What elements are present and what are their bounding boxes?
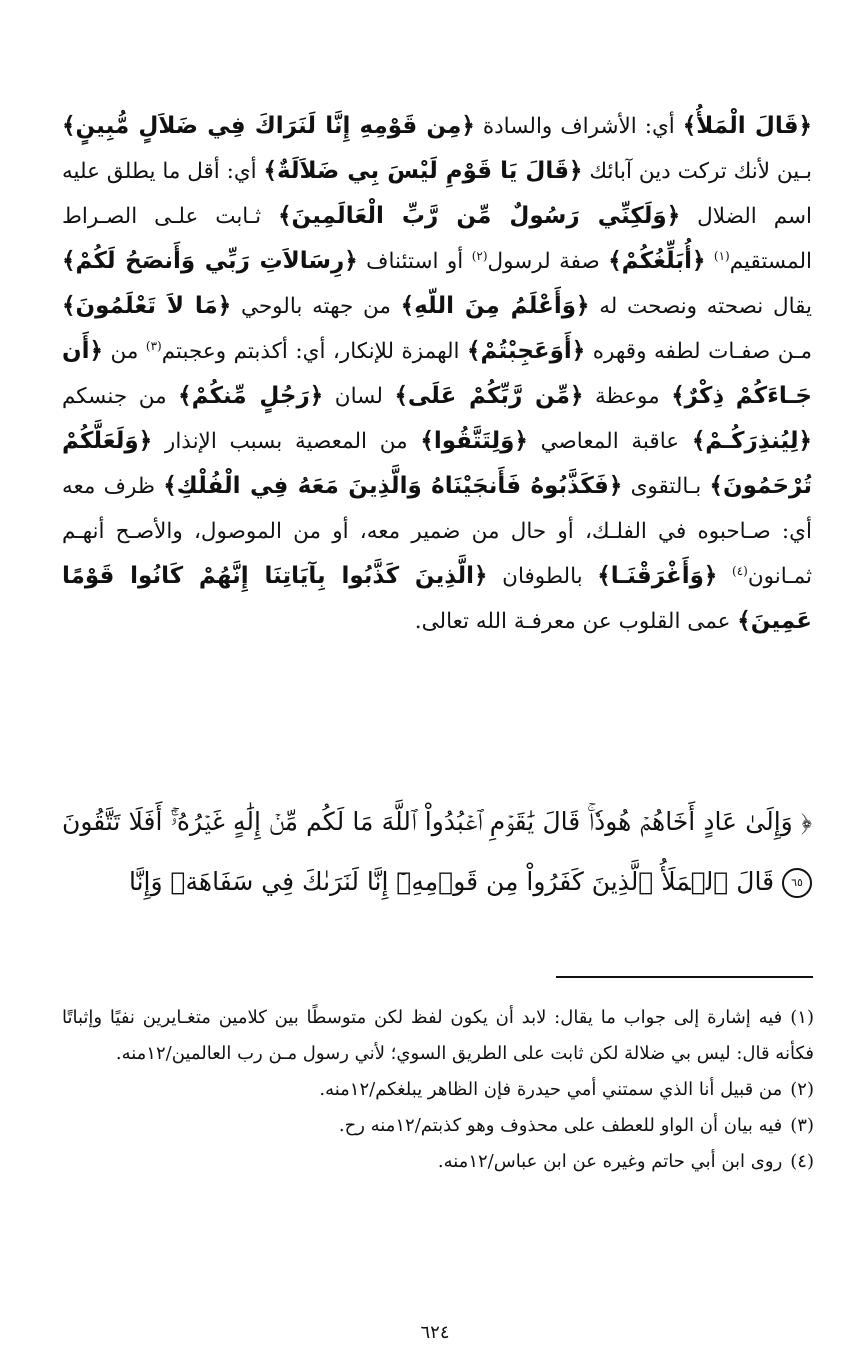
- footnote-label: (١): [790, 1007, 814, 1028]
- commentary-text: الله تعالى.: [414, 609, 508, 634]
- footnote-text: من قبيل أنا الذي سمتني أمي حيدرة فإن الظاهر يبلغكم/١٢منه.: [319, 1079, 783, 1100]
- commentary-text: صفة لرسول: [487, 249, 609, 274]
- tafsir-commentary: [62, 104, 812, 644]
- commentary-text: لأنك تركت دين آبائك: [582, 159, 771, 184]
- footnote-text: روى ابن أبي حاتم وغيره عن ابن عباس/١٢منه.: [437, 1151, 783, 1172]
- quranic-quote: ﴿وَلَعَلَّكُمْ تُرْحَمُونَ﴾: [62, 428, 812, 499]
- quranic-quote: ﴿مِن قَوْمِهِ إِنَّا لَنَرَاكَ فِي ضَلاَلٍ مُّبِينٍ﴾: [62, 113, 475, 139]
- quranic-quote: ﴿رِسَالاَتِ رَبِّي وَأَنصَحُ لَكُمْ﴾: [62, 248, 358, 274]
- commentary-text: من جهته بالوحي: [231, 294, 401, 319]
- quranic-quote: ﴿الَّذِينَ كَذَّبُوا بِآيَاتِنَا إِنَّهُمْ كَانُوا قَوْمًا عَمِينَ﴾: [62, 563, 812, 634]
- commentary-paragraph: [62, 104, 812, 644]
- footnote-reference: (٤): [732, 563, 748, 578]
- commentary-text: مـن صفـات: [708, 339, 812, 364]
- quranic-quote: ﴿وَلِتَتَّقُوا﴾: [420, 428, 528, 454]
- quranic-quote: ﴿فَكَذَّبُوهُ فَأَنجَيْنَاهُ وَالَّذِينَ مَعَهُ فِي الْفُلْكِ﴾: [163, 473, 623, 499]
- quranic-quote: ﴿وَلَكِنِّي رَسُولٌ مِّن رَّبِّ الْعَالَمِينَ﴾: [278, 203, 681, 229]
- commentary-text: يقال نصحته: [706, 294, 813, 319]
- commentary-text: لطفه وقهره: [585, 339, 701, 364]
- commentary-text: من: [103, 339, 146, 364]
- commentary-text: عمى القلوب عن معرفـة: [513, 609, 738, 634]
- quranic-quote: ﴿وَأَغْرَقْنَـا﴾: [597, 563, 718, 589]
- quran-verse-block: [62, 792, 812, 912]
- footnote-text: فيه إشارة إلى جواب ما يقال: لابد أن يكون لفظ لكن متوسطًا بين كلامين متغـايرين نفيًا وإثباتًا فكأنه قال: ليس بي ضلالة لكن ثابت على الطريق السوي؛ لأني رسول مـن رب العالمين/١٢منه.: [62, 1007, 814, 1064]
- commentary-text: عاقبة المعاصي: [527, 429, 680, 454]
- commentary-text: بـالتقوى: [630, 474, 710, 499]
- commentary-text: ثـابت علـى الصـراط المستقيم: [62, 204, 813, 274]
- commentary-text: أو حال من ضمير معه، أو من الموصول، والأصـح أنهـم ثمـانون: [62, 519, 812, 589]
- quranic-quote: ﴿قَالَ الْمَلأُ﴾: [682, 113, 812, 139]
- commentary-text: الضلال: [680, 204, 757, 229]
- footnote-label: (٢): [790, 1079, 814, 1100]
- quranic-quote: ﴿أَوَعَجِبْتُمْ﴾: [467, 338, 586, 364]
- page-number: ٦٢٤: [420, 1322, 450, 1343]
- quranic-quote: ﴿رَجُلٍ مِّنكُمْ﴾: [178, 383, 324, 409]
- quranic-quote: ﴿لِيُنذِرَكُـمْ﴾: [691, 428, 812, 454]
- commentary-text: من جنسكم: [62, 384, 179, 409]
- ayah-number-marker: ٦٥: [782, 868, 812, 898]
- commentary-text: ظرف معه أي: صـاحبوه في الفلـك،: [62, 474, 812, 544]
- quranic-quote: ذِكْرٌ﴾: [671, 383, 725, 409]
- footnote-text: فيه بيان أن الواو للعطف على محذوف وهو كذبتم/١٢منه رح.: [338, 1115, 783, 1136]
- commentary-text: موعظة: [583, 384, 672, 409]
- commentary-text: من المعصية بسبب الإنذار: [152, 429, 421, 454]
- footnote: [62, 1072, 814, 1108]
- quranic-quote: ﴿وَأَعْلَمُ مِنَ اللّهِ﴾: [400, 293, 590, 319]
- footnote-label: (٣): [790, 1115, 814, 1136]
- verse-text-before: ﴿ وَإِلَىٰ عَادٍ أَخَاهُمۡ هُودٗاۚ قَالَ يَٰقَوۡمِ ٱعۡبُدُواْ ٱللَّهَ مَا لَكُم مِّنۡ إِلَٰهٍ غَيۡرُهُۥٓۚ أَفَلَا تَتَّقُونَ: [62, 807, 812, 836]
- commentary-text: أي: الأشراف والسادة: [474, 114, 683, 139]
- commentary-text: أو استئناف: [357, 249, 472, 274]
- quranic-quote: ﴿مِّن رَّبِّكُمْ عَلَى﴾: [394, 383, 584, 409]
- footnote-reference: (٢): [471, 248, 488, 263]
- commentary-text: ونصحت له: [589, 294, 698, 319]
- quranic-quote: ﴿أُبَلِّغُكُمْ﴾: [608, 248, 706, 274]
- commentary-text: بـين: [776, 159, 813, 184]
- commentary-text: الهمزة للإنكار، أي: أكذبتم وعجبتم: [161, 339, 468, 364]
- commentary-text: لسان: [323, 384, 395, 409]
- footnote-reference: (١): [713, 248, 730, 263]
- footnotes: [62, 1000, 814, 1180]
- verse-text-after: قَالَ ٱلۡمَلَأُ ٱلَّذِينَ كَفَرُواْ مِن قَوۡمِهِۦٓ إِنَّا لَنَرَىٰكَ فِي سَفَاهَةٖ وَإِنَّا: [128, 867, 775, 896]
- commentary-text: [717, 564, 732, 589]
- quranic-quote: ﴿مَا لاَ تَعْلَمُونَ﴾: [62, 293, 232, 319]
- footnote: [62, 1108, 814, 1144]
- footnote-reference: (٣): [145, 338, 162, 353]
- footnote-separator: [556, 976, 813, 978]
- footnote: [62, 1144, 814, 1180]
- commentary-text: أي: أقل ما يطلق عليه اسم: [62, 159, 812, 229]
- commentary-text: بالطوفان: [487, 564, 583, 589]
- footnote: [62, 1000, 814, 1072]
- footnote-label: (٤): [790, 1151, 814, 1172]
- quranic-quote: ﴿قَالَ يَا قَوْمِ لَيْسَ بِي ضَلاَلَةٌ﴾: [263, 158, 583, 184]
- quranic-quote: ﴿أَن جَـاءَكُمْ: [62, 338, 812, 409]
